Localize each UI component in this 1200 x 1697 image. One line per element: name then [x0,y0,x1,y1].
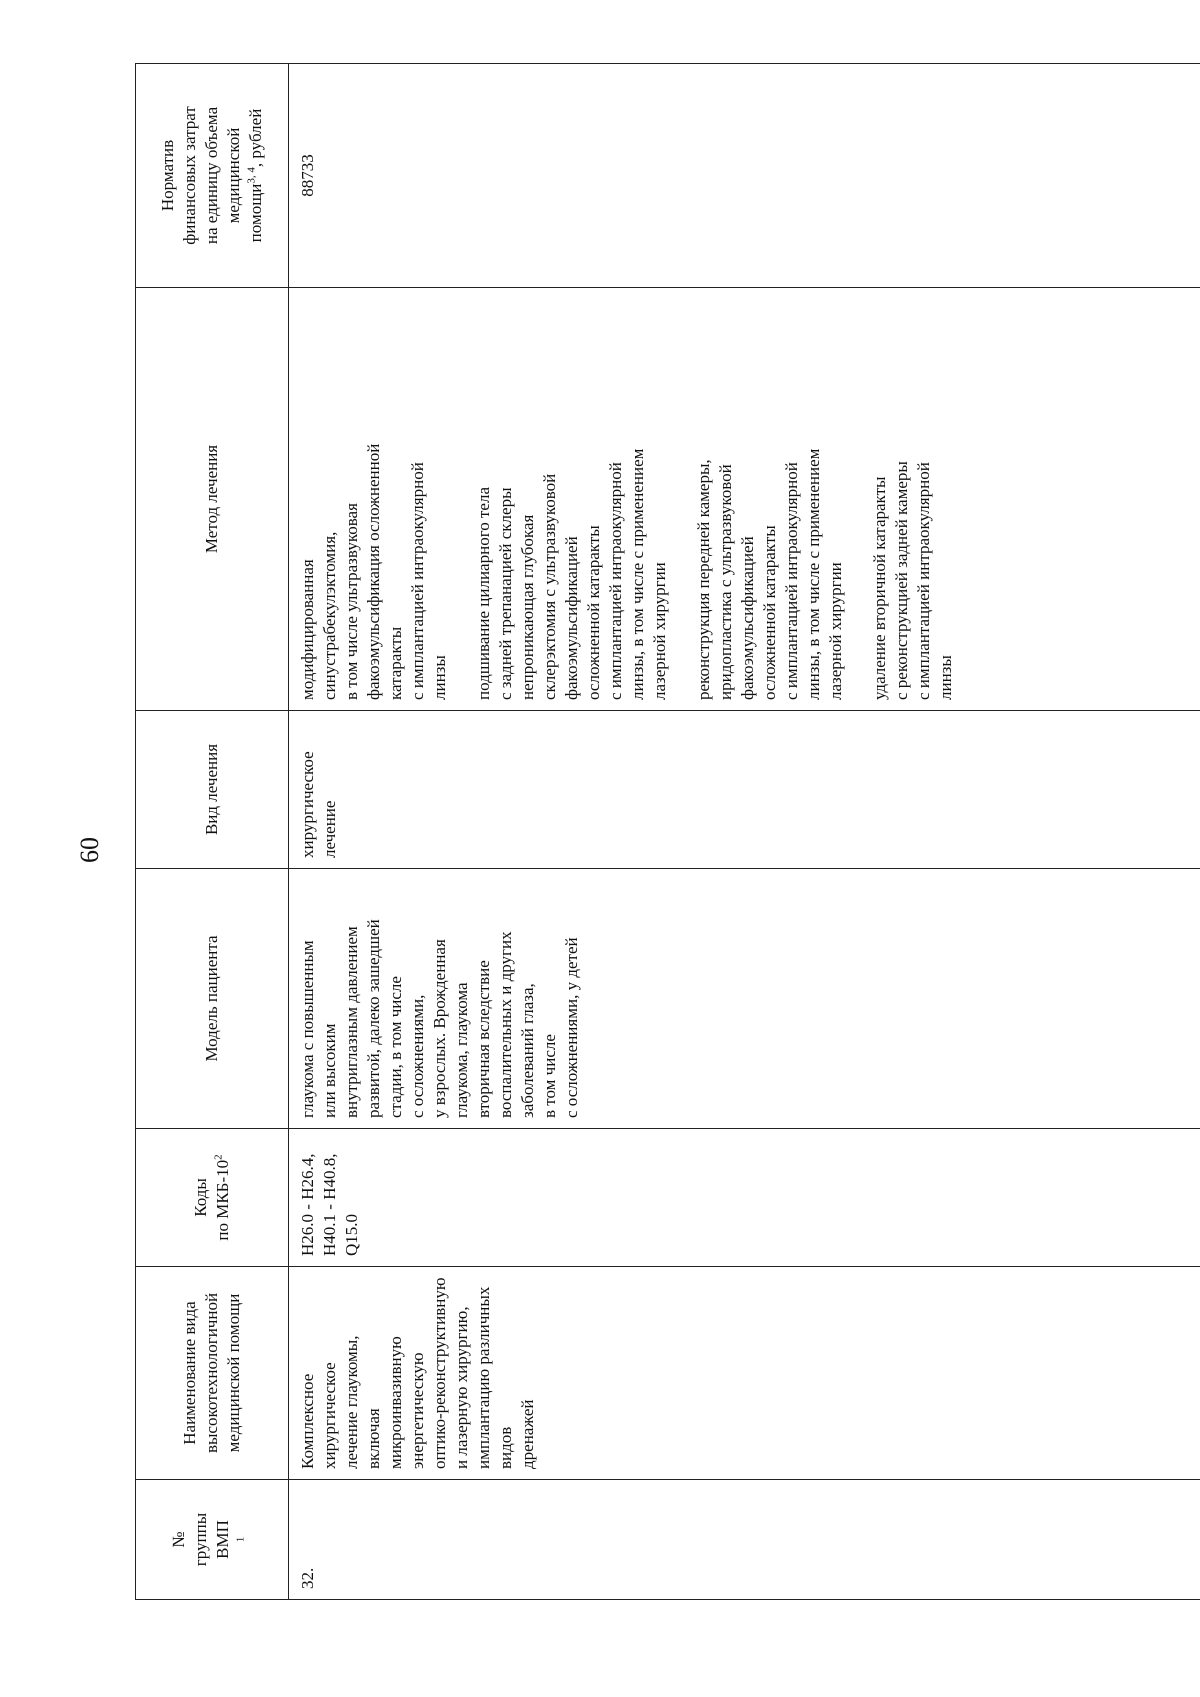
method-item: подшивание цилиарного тела с задней трепанацией склеры непроникающая глубокая склерэктомия с ультразвуковой факоэмульсификацией осложненной катаракты с имплантацией интраокулярной линзы, в том числе с применением лазерной хирургии [474,448,669,700]
cell-patient-model: глаукома с повышенным или высоким внутриглазным давлением развитой, далеко зашедшей стадии, в том числе с осложнениями, у взрослых. Врожденная глаукома, глаукома вторичная вследствие воспалительных и других заболеваний глаза, в том числе с осложнениями, у детей [289,869,1200,1129]
table-row [289,64,1200,1600]
header-norm: Норматив финансовых затрат на единицу объема медицинской помощи$^{3, 4}$, рублей [136,64,289,288]
cell-norm: 88733 [289,64,1200,288]
cell-group-no: 32. [289,1480,1200,1600]
method-item: модифицированная синустрабекулэктомия, в том числе ультразвуковая факоэмульсификация осложненной катаракты с имплантацией интраокулярной линзы [298,443,449,700]
method-item: реконструкция передней камеры, иридопластика с ультразвуковой факоэмульсификацией осложненной катаракты с имплантацией интраокулярной линзы, в том числе с применением лазерной хирургии [694,448,845,700]
cell-treatment-type: хирургическое лечение [289,711,1200,869]
method-item: удаление вторичной катаракты с реконструкцией задней камеры с имплантацией интраокулярной линзы [870,461,955,700]
vmp-table [135,63,1200,1600]
page-number: 60 [75,837,104,863]
header-patient-model: Модель пациента [136,869,289,1129]
header-name: Наименование вида высокотехнологичной медицинской помощи [136,1267,289,1480]
header-row [136,64,289,1600]
header-codes: Коды по МКБ-$10^2$ [136,1129,289,1267]
cell-name: Комплексное хирургическое лечение глаукомы, включая микроинвазивную энергетическую оптико-реконструктивную и лазерную хирургию, имплантацию различных видов дренажей [289,1267,1200,1480]
header-group-no: № группы ВМП $^1$ [136,1480,289,1600]
rotated-table-container [135,64,1200,1600]
cell-method [289,288,1200,711]
cell-codes: H26.0 - H26.4, H40.1 - H40.8, Q15.0 [289,1129,1200,1267]
header-method: Метод лечения [136,288,289,711]
header-treatment-type: Вид лечения [136,711,289,869]
